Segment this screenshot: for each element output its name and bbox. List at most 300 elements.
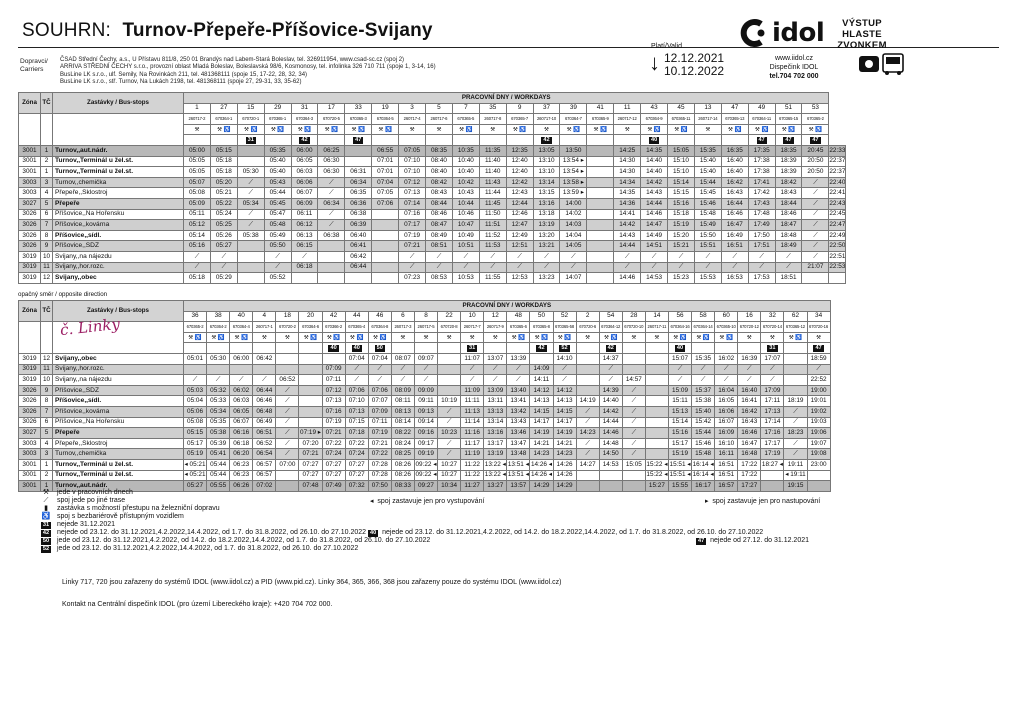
- stop-name: Přepeře,,Sklostroj: [53, 188, 184, 199]
- trip-badge: [414, 343, 437, 354]
- trip-code: 670364-12: [599, 322, 622, 333]
- departure-time: 07:05: [372, 188, 399, 199]
- departure-time: 05:01: [184, 353, 207, 364]
- departure-time: ⟋: [622, 428, 645, 439]
- departure-time: [318, 251, 345, 262]
- departure-time: 05:21: [210, 188, 237, 199]
- tc-cell: 1: [41, 167, 53, 178]
- departure-time: 17:35: [748, 145, 775, 156]
- departure-time: 07:02: [253, 481, 276, 492]
- tc-cell: 1: [41, 145, 53, 156]
- legend-item: [35, 513, 430, 521]
- departure-time: 05:29: [210, 273, 237, 284]
- departure-time: 22:47: [829, 220, 846, 231]
- tc-cell: 2: [41, 156, 53, 167]
- departure-time: 14:43: [641, 188, 668, 199]
- departure-time: 07:15: [345, 417, 368, 428]
- departure-time: ⟋: [784, 406, 807, 417]
- trip-symbols: ⚒ ♿: [291, 124, 318, 135]
- departure-time: 05:43: [264, 177, 291, 188]
- trip-symbols: ⚒ ♿: [345, 332, 368, 343]
- departure-time: ⟋: [694, 251, 721, 262]
- departure-time: 13:39: [507, 353, 530, 364]
- header-tc: TČ: [41, 93, 53, 114]
- departure-time: [576, 353, 599, 364]
- departure-time: ⟋: [622, 406, 645, 417]
- trip-number: 37: [533, 103, 560, 114]
- tc-cell: 12: [41, 273, 53, 284]
- departure-time: 06:55: [372, 145, 399, 156]
- departure-time: 14:09: [530, 364, 553, 375]
- departure-time: 06:02: [230, 385, 253, 396]
- trip-badge: [484, 343, 507, 354]
- departure-time: 15:07: [668, 353, 691, 364]
- departure-time: 05:04: [184, 396, 207, 407]
- departure-time: 13:07: [484, 353, 507, 364]
- trip-badge: [645, 343, 668, 354]
- departure-time: [599, 470, 622, 481]
- departure-time: 07:20: [299, 438, 322, 449]
- trip-symbols: ⚒ ♿: [587, 124, 614, 135]
- departure-time: 05:18: [210, 156, 237, 167]
- departure-time: 11:07: [461, 353, 484, 364]
- departure-time: 14:19: [530, 428, 553, 439]
- departure-time: ⟋: [668, 251, 695, 262]
- stop-name: Příšovice,,kovárna: [53, 220, 184, 231]
- legend-code-47: [696, 537, 809, 545]
- departure-time: 07:32: [345, 481, 368, 492]
- departure-time: 07:24: [345, 449, 368, 460]
- departure-time: [761, 470, 784, 481]
- departure-time: [237, 251, 264, 262]
- departure-time: [599, 481, 622, 492]
- departure-time: 14:25: [614, 145, 641, 156]
- departure-time: 06:38: [345, 209, 372, 220]
- departure-time: 06:03: [291, 167, 318, 178]
- departure-time: [587, 209, 614, 220]
- departure-time: 17:17: [761, 438, 784, 449]
- departure-time: 18:48: [775, 230, 802, 241]
- departure-time: 06:00: [230, 353, 253, 364]
- departure-time: 05:32: [207, 385, 230, 396]
- departure-time: [645, 364, 668, 375]
- departure-time: ⟋: [318, 209, 345, 220]
- table-row: [19, 428, 831, 439]
- departure-time: 06:39: [345, 220, 372, 231]
- departure-time: ⟋: [399, 262, 426, 273]
- trip-badge: [438, 343, 461, 354]
- departure-time: 07:13: [399, 188, 426, 199]
- departure-time: ⟋: [802, 241, 829, 252]
- departure-time: 05:11: [184, 209, 211, 220]
- timetable-forward: [18, 92, 846, 284]
- legend-code: [35, 537, 430, 545]
- legend-text: jede od 23.12. do 31.12.2021,4.2.2022, od 14.2. do 18.2.2022,14.4.2022, od 1.7. do 31.8.2022, od 26.10. do 27.10.2022: [57, 537, 431, 544]
- table-row: [19, 220, 846, 231]
- zone-cell: 3019: [19, 262, 41, 273]
- departure-time: ⟋: [576, 417, 599, 428]
- departure-time: [622, 470, 645, 481]
- departure-time: 17:49: [748, 220, 775, 231]
- departure-time: [587, 262, 614, 273]
- departure-time: [299, 396, 322, 407]
- departure-time: 07:50: [368, 481, 391, 492]
- departure-time: 13:16: [484, 428, 507, 439]
- departure-time: ⟋: [507, 364, 530, 375]
- departure-time: 05:27: [210, 241, 237, 252]
- trip-number: 29: [264, 103, 291, 114]
- table-row: [19, 145, 846, 156]
- code-badge: 40: [650, 137, 658, 144]
- departure-time: ⟋: [452, 251, 479, 262]
- departure-time: [299, 353, 322, 364]
- departure-time: 07:21: [368, 438, 391, 449]
- departure-time: 05:22: [210, 198, 237, 209]
- departure-time: ⟋: [721, 262, 748, 273]
- departure-time: 09:09: [414, 385, 437, 396]
- stop-name: Svijany,,hor.rozc.: [53, 364, 184, 375]
- departure-time: 06:05: [230, 406, 253, 417]
- departure-time: 05:44: [264, 188, 291, 199]
- departure-time: 17:50: [748, 230, 775, 241]
- departure-time: 14:03: [560, 220, 587, 231]
- trip-number: 43: [641, 103, 668, 114]
- trip-code: 670365-12: [784, 322, 807, 333]
- departure-time: 10:42: [452, 177, 479, 188]
- departure-time: ⟋: [614, 251, 641, 262]
- tc-cell: 3: [41, 177, 53, 188]
- departure-time: 07:04: [368, 353, 391, 364]
- trip-badge: [715, 343, 738, 354]
- departure-time: 07:05: [399, 145, 426, 156]
- departure-time: 10:43: [452, 188, 479, 199]
- spacer-cell: [41, 332, 53, 343]
- spacer-cell: [41, 124, 53, 135]
- legend-only-exit: ◂ spoj zastavuje jen pro vystupování: [370, 498, 485, 505]
- trip-symbols: ⚒ ♿: [599, 332, 622, 343]
- departure-time: 14:44: [599, 417, 622, 428]
- stop-name: Svijany,,hor.rozc.: [53, 262, 184, 273]
- departure-time: 11:14: [461, 417, 484, 428]
- departure-time: 15:10: [668, 156, 695, 167]
- bell-bus-icon: [858, 52, 906, 76]
- departure-time: 17:43: [748, 198, 775, 209]
- departure-time: [372, 262, 399, 273]
- departure-time: 07:12: [399, 177, 426, 188]
- departure-time: 13:22 ◂: [484, 470, 507, 481]
- trip-badge: [802, 135, 829, 146]
- table-row: [19, 438, 831, 449]
- tc-cell: 7: [41, 406, 53, 417]
- zone-cell: 3026: [19, 385, 41, 396]
- departure-time: ⟋: [391, 364, 414, 375]
- departure-time: 17:11: [761, 396, 784, 407]
- departure-time: [829, 273, 846, 284]
- table-row: [19, 209, 846, 220]
- tc-cell: 10: [41, 251, 53, 262]
- trip-symbols: ⚒ ♿: [560, 124, 587, 135]
- departure-time: 11:52: [479, 230, 506, 241]
- departure-time: [372, 230, 399, 241]
- trip-symbols: ⚒ ♿: [668, 124, 695, 135]
- trip-code: 260717-7: [461, 322, 484, 333]
- trip-badge: [253, 343, 276, 354]
- departure-time: 06:09: [291, 198, 318, 209]
- legend-text: spoj zastavuje jen pro nastupování: [712, 498, 821, 505]
- departure-time: ⟋: [614, 262, 641, 273]
- departure-time: ⟋: [784, 449, 807, 460]
- departure-time: 05:38: [237, 230, 264, 241]
- trip-code: 260717-8: [479, 114, 506, 125]
- departure-time: 06:18: [291, 262, 318, 273]
- code-badge: 40: [676, 345, 684, 352]
- trip-symbols: ⚒ ♿: [775, 124, 802, 135]
- exit-line2: ZVONKEM: [837, 40, 887, 51]
- trip-code: 670365-4: [345, 322, 368, 333]
- departure-time: ⟋: [184, 262, 211, 273]
- departure-time: 15:42: [692, 417, 715, 428]
- departure-time: 18:51: [775, 273, 802, 284]
- departure-time: ⟋: [576, 438, 599, 449]
- trip-badge: [560, 135, 587, 146]
- departure-time: 22:40: [829, 177, 846, 188]
- departure-time: 10:27: [438, 470, 461, 481]
- departure-time: 06:13: [291, 230, 318, 241]
- table-row: [19, 262, 846, 273]
- departure-time: 08:47: [426, 220, 453, 231]
- trip-number: 46: [368, 311, 391, 322]
- departure-time: 16:48: [738, 449, 761, 460]
- departure-time: 11:43: [479, 177, 506, 188]
- departure-time: 07:10: [399, 167, 426, 178]
- zone-cell: 3026: [19, 230, 41, 241]
- departure-time: 14:15: [530, 406, 553, 417]
- stop-name: Příšovice,,sídl.: [53, 396, 184, 407]
- trip-badge: [372, 135, 399, 146]
- trip-number: 5: [426, 103, 453, 114]
- trip-code: 670364-2: [207, 322, 230, 333]
- departure-time: [299, 406, 322, 417]
- departure-time: 15:40: [692, 406, 715, 417]
- departure-time: 13:10: [533, 156, 560, 167]
- departure-time: 11:35: [479, 145, 506, 156]
- trip-symbols: ⚒ ♿: [715, 332, 738, 343]
- departure-time: ◂ 05:21: [184, 459, 207, 470]
- departure-time: 08:40: [426, 167, 453, 178]
- departure-time: 14:07: [560, 273, 587, 284]
- departure-time: 11:09: [461, 385, 484, 396]
- departure-time: 15:14: [668, 177, 695, 188]
- departure-time: 15:23: [668, 273, 695, 284]
- departure-time: ⟋: [264, 251, 291, 262]
- zone-cell: 3003: [19, 449, 41, 460]
- table-row: [19, 459, 831, 470]
- departure-time: 07:01: [372, 167, 399, 178]
- trip-code: 260717-5: [414, 322, 437, 333]
- departure-time: 13:27: [484, 481, 507, 492]
- departure-time: 17:53: [748, 273, 775, 284]
- zone-cell: 3026: [19, 417, 41, 428]
- trip-badge: [461, 343, 484, 354]
- departure-time: 06:31: [345, 167, 372, 178]
- trip-code: 670364-6: [299, 322, 322, 333]
- code-badge: 50: [42, 538, 50, 544]
- departure-time: 14:15: [553, 406, 576, 417]
- departure-time: ⟋: [622, 438, 645, 449]
- trip-symbols: ⚒: [738, 332, 761, 343]
- departure-time: 19:01: [807, 396, 830, 407]
- departure-time: 18:42: [775, 177, 802, 188]
- departure-time: 13:51 ◂: [507, 470, 530, 481]
- departure-time: 06:36: [345, 198, 372, 209]
- departure-time: ⟋: [426, 251, 453, 262]
- table-row: [19, 406, 831, 417]
- departure-time: 05:08: [184, 188, 211, 199]
- trip-number: 51: [775, 103, 802, 114]
- tc-cell: 10: [41, 375, 53, 386]
- departure-time: 15:38: [692, 396, 715, 407]
- departure-time: ⟋: [184, 375, 207, 386]
- departure-time: 11:11: [461, 396, 484, 407]
- spacer-cell: [53, 124, 184, 135]
- departure-time: 11:53: [479, 241, 506, 252]
- departure-time: 06:46: [253, 396, 276, 407]
- timetable-backward-table: [18, 300, 831, 492]
- down-arrow-icon: ↓: [649, 50, 660, 75]
- trip-code: 670720-16: [807, 322, 830, 333]
- trip-code: 260717-11: [645, 322, 668, 333]
- departure-time: 11:19: [461, 449, 484, 460]
- tc-cell: 7: [41, 220, 53, 231]
- departure-time: [645, 417, 668, 428]
- departure-time: 17:07: [761, 353, 784, 364]
- departure-time: [784, 364, 807, 375]
- trip-symbols: ⚒ ♿: [207, 332, 230, 343]
- departure-time: 08:13: [391, 406, 414, 417]
- departure-time: ⟋: [484, 364, 507, 375]
- departure-time: ⟋: [345, 364, 368, 375]
- departure-time: ⟋: [775, 251, 802, 262]
- trip-symbols: ⚒ ♿: [372, 124, 399, 135]
- trip-symbols: ⚒: [761, 332, 784, 343]
- trip-number: 54: [599, 311, 622, 322]
- departure-time: 10:44: [452, 198, 479, 209]
- departure-time: 18:49: [775, 241, 802, 252]
- departure-time: 16:46: [738, 428, 761, 439]
- departure-time: 14:29: [530, 481, 553, 492]
- departure-time: 14:17: [553, 417, 576, 428]
- code-badge: 47: [785, 137, 792, 144]
- departure-time: 15:22 ◂: [645, 459, 668, 470]
- departure-time: ⟋: [738, 364, 761, 375]
- departure-time: 07:14: [399, 198, 426, 209]
- code-badge: 50: [376, 345, 383, 352]
- departure-time: 06:48: [253, 406, 276, 417]
- zone-cell: 3026: [19, 241, 41, 252]
- departure-time: [645, 353, 668, 364]
- departure-time: ⟋: [748, 251, 775, 262]
- departure-time: 10:35: [452, 145, 479, 156]
- zone-cell: 3027: [19, 428, 41, 439]
- trip-code: 670364-1: [210, 114, 237, 125]
- departure-time: 07:16: [322, 406, 345, 417]
- departure-time: 07:16: [399, 209, 426, 220]
- departure-time: 07:00: [276, 459, 299, 470]
- spacer-cell: [53, 114, 184, 125]
- departure-time: 15:51: [694, 241, 721, 252]
- departure-time: [784, 385, 807, 396]
- trip-number: 56: [668, 311, 691, 322]
- departure-time: 05:17: [184, 438, 207, 449]
- departure-time: 10:23: [438, 428, 461, 439]
- spacer-cell: [41, 135, 53, 146]
- departure-time: 17:14: [761, 417, 784, 428]
- departure-time: 05:41: [207, 449, 230, 460]
- valid-label: Platí/Valid: [651, 43, 682, 50]
- trip-symbols: ⚒: [399, 124, 426, 135]
- trip-symbols: ⚒ ♿: [322, 332, 345, 343]
- departure-time: ⟋: [784, 438, 807, 449]
- trip-code: 670364-5: [372, 114, 399, 125]
- departure-time: 15:37: [692, 385, 715, 396]
- departure-time: 07:06: [368, 385, 391, 396]
- departure-time: 08:07: [391, 353, 414, 364]
- departure-time: ⟋: [399, 251, 426, 262]
- departure-time: 07:24: [322, 449, 345, 460]
- stop-name: Přepeře: [53, 198, 184, 209]
- departure-time: 16:04: [715, 385, 738, 396]
- departure-time: 10:49: [452, 230, 479, 241]
- departure-time: 06:57: [253, 470, 276, 481]
- departure-time: 15:13: [668, 406, 691, 417]
- departure-time: 15:40: [694, 167, 721, 178]
- departure-time: 06:34: [318, 198, 345, 209]
- departure-time: 13:54 ▸: [560, 156, 587, 167]
- departure-time: ⟋: [230, 375, 253, 386]
- legend-text: nejede od 27.12. do 31.12.2021: [710, 537, 809, 544]
- departure-time: 07:10: [345, 396, 368, 407]
- departure-time: ⟋: [802, 209, 829, 220]
- departure-time: 15:51 ◂: [668, 459, 691, 470]
- trip-number: 16: [738, 311, 761, 322]
- departure-time: 14:49: [641, 230, 668, 241]
- tc-cell: 6: [41, 209, 53, 220]
- departure-time: 05:15: [184, 428, 207, 439]
- departure-time: 13:16: [533, 198, 560, 209]
- departure-time: [299, 385, 322, 396]
- trip-code: 260717-3: [391, 322, 414, 333]
- tc-cell: 8: [41, 230, 53, 241]
- header-zone: Zóna: [19, 301, 41, 322]
- departure-time: [299, 364, 322, 375]
- departure-time: ⟋: [802, 188, 829, 199]
- trip-number: 9: [506, 103, 533, 114]
- departure-time: ⟋: [276, 428, 299, 439]
- departure-time: ⟋: [438, 449, 461, 460]
- zone-cell: 3027: [19, 198, 41, 209]
- departure-time: ⟋: [553, 364, 576, 375]
- trip-symbols: ⚒ ♿: [692, 332, 715, 343]
- departure-time: [237, 145, 264, 156]
- departure-time: 16:51: [715, 459, 738, 470]
- stop-name: Příšovice,,SDZ: [53, 241, 184, 252]
- departure-time: 07:19: [368, 428, 391, 439]
- departure-time: ⟋: [599, 375, 622, 386]
- trip-code: 670365-9: [587, 114, 614, 125]
- departure-time: ⟋: [802, 251, 829, 262]
- trip-symbols: ⚒ ♿: [641, 124, 668, 135]
- departure-time: 15:21: [668, 241, 695, 252]
